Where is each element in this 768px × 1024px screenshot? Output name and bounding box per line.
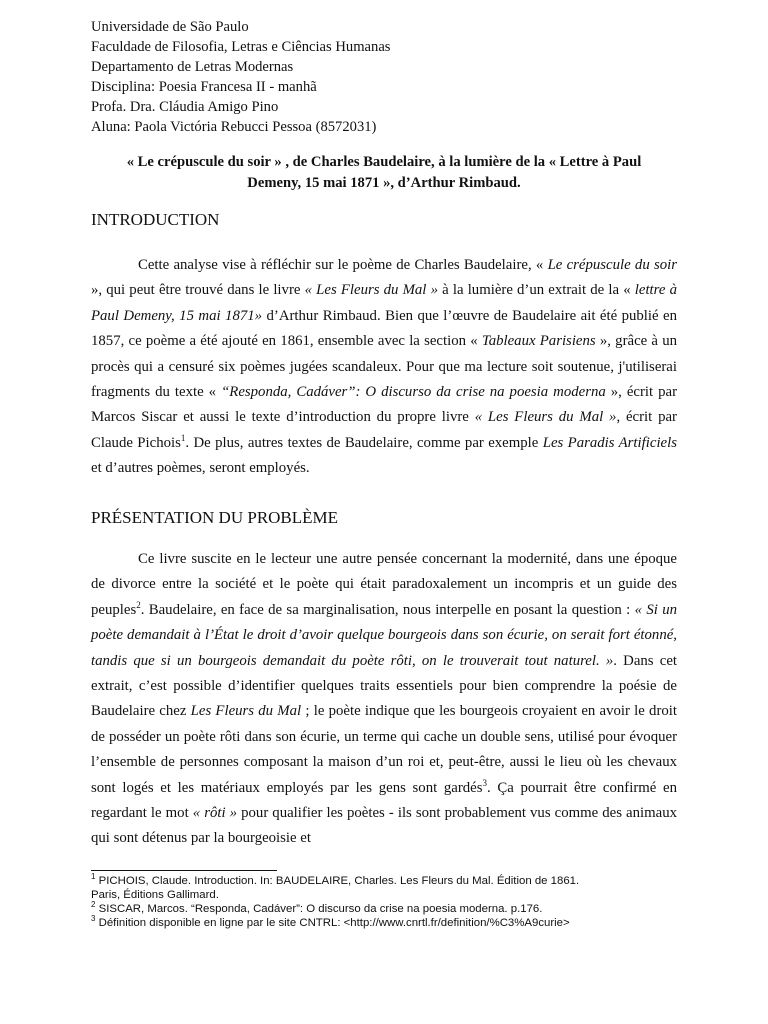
text-run: ; le poète indique que les bourgeois croyaient en avoir le droit de posséder un poète rôti dans son écurie, un terme qui cache un double sens, utilisé pour évoquer l’ensemble de personnes composant la maison d’un roi et, peut-être, aussi le lieu où les chevaux sont logés et les matériaux employés par les gens sont gardés [91, 703, 677, 796]
footnote-text: SISCAR, Marcos. “Responda, Cadáver”: O discurso da crise na poesia moderna. p.176. [95, 903, 543, 915]
text-run: à la lumière d’un extrait de la « [437, 282, 635, 299]
header-line-student: Aluna: Paola Victória Rebucci Pessoa (8572031) [91, 119, 377, 135]
text-run: », qui peut être trouvé dans le livre [91, 282, 305, 299]
footnote-1-continued: Paris, Éditions Gallimard. [91, 889, 219, 901]
italic-run: Les Paradis Artificiels [542, 434, 677, 451]
header-line-university: Universidade de São Paulo [91, 19, 249, 35]
footnote-1 [91, 874, 691, 888]
section-heading-introduction: INTRODUCTION [91, 210, 220, 229]
introduction-paragraph [91, 253, 677, 482]
footnote-number: 3 [91, 914, 96, 924]
title-line-2: Demeny, 15 mai 1871 », d’Arthur Rimbaud. [247, 175, 521, 191]
problem-paragraph [91, 547, 677, 852]
header-line-department: Departamento de Letras Modernas [91, 59, 294, 75]
institution-header [91, 17, 391, 137]
italic-run: « Les Fleurs du Mal » [304, 282, 438, 299]
italic-run: Le crépuscule du soir [547, 257, 677, 273]
footnote-number: 1 [91, 872, 96, 882]
title-line-1: « Le crépuscule du soir » , de Charles Baudelaire, à la lumière de la « Lettre à Paul [126, 154, 642, 170]
text-run: », grâce à un procès qui a censuré six poèmes jugées scandaleux. Pour que ma lecture soit soutenue, j'utiliserai fragments du texte « [91, 333, 677, 401]
text-run: . Dans cet extrait, c’est possible d’identifier quelques traits essentiels pour bien comprendre la poésie de Baudelaire chez [91, 652, 677, 720]
footnote-text: Définition disponible en ligne par le site CNTRL: <http://www.cnrtl.fr/definition/%C3%A9curie> [95, 917, 570, 929]
footnote-ref-1[interactable]: 1 [180, 432, 186, 443]
text-run: Ce livre suscite en le lecteur une autre pensée concernant la modernité, dans une époque de divorce entre la société et le poète qui était paradoxalement un incompris et un guide des peuples [91, 551, 677, 618]
document-title [91, 152, 677, 194]
header-line-professor: Profa. Dra. Cláudia Amigo Pino [91, 99, 279, 115]
text-run: pour qualifier les poètes - ils sont probablement vus comme des animaux qui sont détenus par la bourgeoisie et [91, 805, 677, 847]
header-line-faculty: Faculdade de Filosofia, Letras e Ciências Humanas [91, 39, 391, 55]
italic-run: « rôti » [192, 805, 238, 822]
text-run: », écrit par Marcos Siscar et aussi le texte d’introduction du propre livre [91, 384, 677, 426]
text-run: d’Arthur Rimbaud. Bien que l’œuvre de Baudelaire ait été publié en 1857, ce poème a été ajouté en 1861, ensemble avec la section « [91, 307, 677, 350]
footnote-3 [91, 916, 691, 930]
italic-run: Les Fleurs du Mal [190, 703, 302, 720]
footnotes [91, 874, 691, 930]
section-heading-problem: PRÉSENTATION DU PROBLÈME [91, 508, 339, 527]
footnote-2 [91, 902, 691, 916]
text-run: . Ça pourrait être confirmé en regardant le mot [91, 779, 677, 822]
text-run: Cette analyse vise à réfléchir sur le poème de Charles Baudelaire, « [138, 257, 548, 273]
quote-run: « Si un poète demandait à l’État le droit d’avoir quelque bourgeois dans son écurie, on serait fort étonné, tandis que si un bourgeois demandait du poète rôti, on le trouverait tout naturel. » [91, 601, 678, 669]
footnote-text: PICHOIS, Claude. Introduction. In: BAUDELAIRE, Charles. Les Fleurs du Mal. Édition de 1861. [95, 875, 580, 887]
text-run: . De plus, autres textes de Baudelaire, comme par exemple [185, 434, 543, 451]
text-run: . Baudelaire, en face de sa marginalisation, nous interpelle en posant la question : [140, 601, 635, 618]
italic-run: « Les Fleurs du Mal » [474, 409, 617, 426]
header-line-course: Disciplina: Poesia Francesa II - manhã [91, 79, 317, 95]
footnote-separator [91, 870, 277, 871]
text-run: et d’autres poèmes, seront employés. [91, 460, 310, 477]
footnote-number: 2 [91, 900, 96, 910]
italic-run: lettre à Paul Demeny, 15 mai 1871» [91, 282, 677, 324]
italic-run: “Responda, Cadáver”: O discurso da crise na poesia moderna [221, 384, 606, 401]
footnote-ref-3[interactable]: 3 [482, 777, 488, 788]
italic-run: Tableaux Parisiens [481, 333, 596, 350]
text-run: , écrit par Claude Pichois [91, 409, 677, 451]
footnote-ref-2[interactable]: 2 [136, 599, 141, 610]
